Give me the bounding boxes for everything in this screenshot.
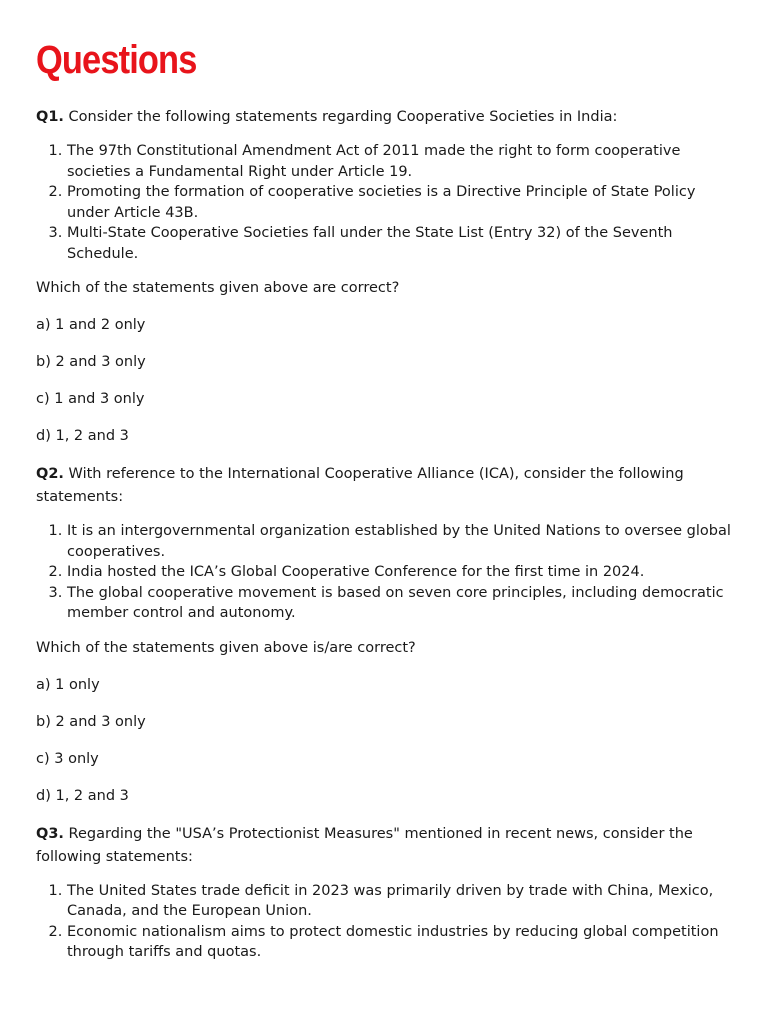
statement-item: 1. It is an intergovernmental organization established by the United Nations to oversee global cooperatives. xyxy=(67,521,736,562)
question-stem xyxy=(36,463,736,509)
page-title: Questions xyxy=(36,38,197,82)
option-d: d) 1, 2 and 3 xyxy=(36,428,129,444)
option-a: a) 1 only xyxy=(36,676,100,693)
question-number: Q1. xyxy=(36,109,64,125)
statement-item: 3. The global cooperative movement is based on seven core principles, including democratic member control and autonomy. xyxy=(67,583,736,624)
option-b: b) 2 and 3 only xyxy=(36,354,146,370)
option-a: a) 1 and 2 only xyxy=(36,317,146,333)
question-2 xyxy=(36,463,736,806)
question-text: With reference to the International Cooperative Alliance (ICA), consider the following statements: xyxy=(36,466,684,505)
statement-item: 1. The 97th Constitutional Amendment Act of 2011 made the right to form cooperative societies a Fundamental Right under Article 19. xyxy=(67,141,736,182)
question-prompt: Which of the statements given above is/are correct? xyxy=(36,639,416,656)
question-stem xyxy=(36,106,736,129)
option-c: c) 1 and 3 only xyxy=(36,391,145,407)
question-text: Regarding the "USA’s Protectionist Measures" mentioned in recent news, consider the following statements: xyxy=(36,825,693,865)
option-d: d) 1, 2 and 3 xyxy=(36,787,129,804)
statement-list xyxy=(36,521,736,624)
statement-item: 2. Economic nationalism aims to protect domestic industries by reducing global competition through tariffs and quotas. xyxy=(67,922,736,963)
statement-item: 1. The United States trade deficit in 2023 was primarily driven by trade with China, Mexico, Canada, and the European Union. xyxy=(67,881,736,922)
option-c: c) 3 only xyxy=(36,750,99,767)
question-text: Consider the following statements regarding Cooperative Societies in India: xyxy=(68,109,618,125)
question-number: Q2. xyxy=(36,466,64,482)
question-stem xyxy=(36,823,736,869)
question-3 xyxy=(36,823,736,963)
statement-item: 2. Promoting the formation of cooperative societies is a Directive Principle of State Policy under Article 43B. xyxy=(67,182,736,223)
statement-item: 2. India hosted the ICA’s Global Cooperative Conference for the first time in 2024. xyxy=(67,562,736,583)
question-1 xyxy=(36,106,736,446)
question-prompt: Which of the statements given above are correct? xyxy=(36,280,400,296)
statement-list xyxy=(36,141,736,264)
question-number: Q3. xyxy=(36,825,64,842)
statement-list xyxy=(36,881,736,963)
option-b: b) 2 and 3 only xyxy=(36,713,146,730)
document-page xyxy=(36,34,736,977)
statement-item: 3. Multi-State Cooperative Societies fall under the State List (Entry 32) of the Seventh Schedule. xyxy=(67,223,736,264)
